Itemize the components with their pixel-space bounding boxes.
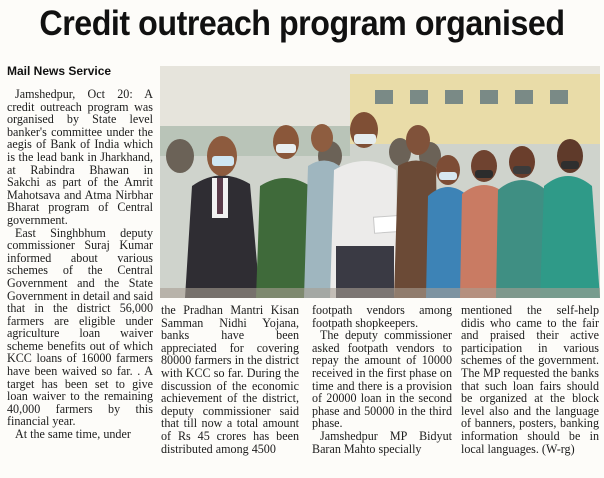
paragraph: Jamshedpur MP Bidyut Baran Mahto specially xyxy=(312,428,452,456)
article-column-4 xyxy=(461,304,599,455)
news-photo xyxy=(160,66,600,298)
paragraph: the Pradhan Mantri Kisan Samman Nidhi Yojana, banks have been appreciated for covering 80000 farmers in the district with KCC so far. During the discussion of the economic achievement of the district, deputy commissioner said that till now a total amount of Rs 45 crores has been distributed among 4500 xyxy=(161,303,299,456)
paragraph: The deputy commissioner asked footpath vendors to repay the amount of 10000 received in the first phase on time and there is a provision of 20000 loan in the second phase and 50000 in the third phase. xyxy=(312,328,452,431)
paragraph: At the same time, under xyxy=(15,427,131,442)
paragraph: mentioned the self-help didis who came to the fair and praised their active participation in various schemes of the government. The MP requested the banks that such loan fairs should be organized at the block level also and the language of banners, posters, banking information should be in local languages. (W-rg) xyxy=(461,303,599,456)
paragraph: footpath vendors among footpath shopkeepers. xyxy=(312,303,452,330)
paragraph: East Singhbhum deputy commissioner Suraj Kumar informed about various schemes of the Central Government and the State Government in detail and said that in the district 56,000 farmers are eligible under agriculture loan waiver scheme benefits out of which KCC loans of 16000 farmers have been waived so far. . A target has been set to give loan waiver to the remaining 40,000 farmers by this financial year. xyxy=(7,225,153,429)
article-column-3 xyxy=(312,304,452,455)
article-column-1 xyxy=(7,88,153,441)
byline: Mail News Service xyxy=(7,64,112,78)
headline: Credit outreach program organised xyxy=(39,4,565,43)
paragraph: Jamshedpur, Oct 20: A credit outreach program was organised by State level banker's committee under the aegis of Bank of India which is the lead bank in Jharkhand, at Rabindra Bhawan in Sakchi as part of the Amrit Mahotsava and Atma Nirbhar Bharat program of Central government. xyxy=(7,87,153,227)
article-column-2 xyxy=(161,304,299,455)
